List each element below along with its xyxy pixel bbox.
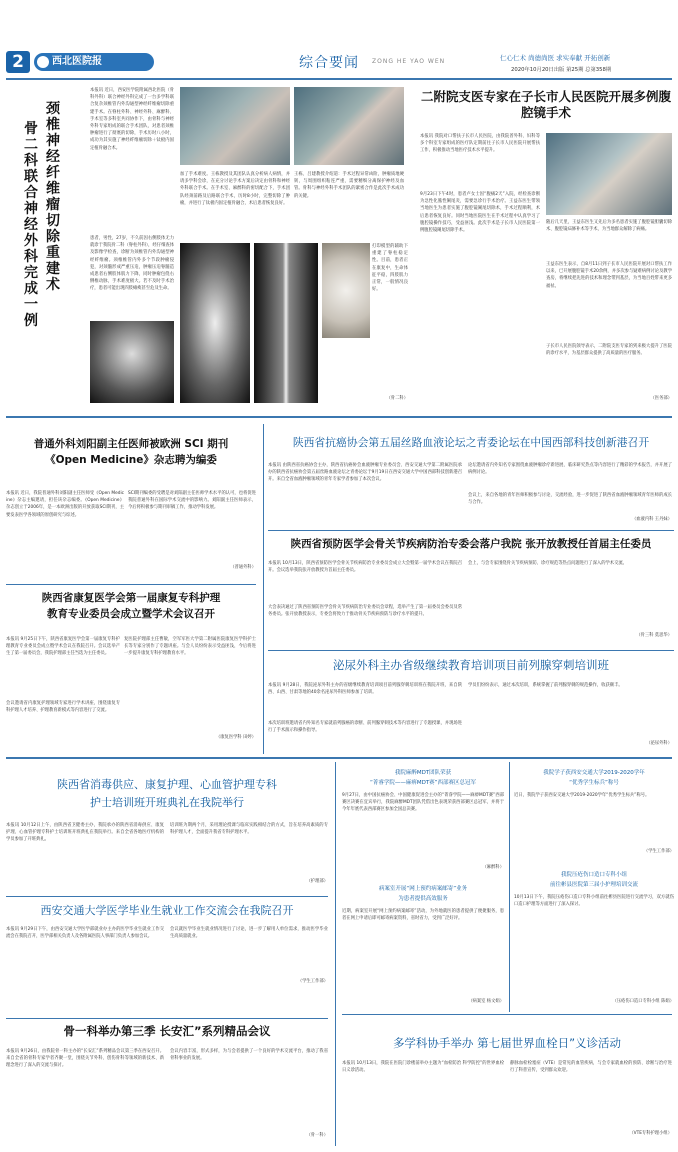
section-divider [6, 416, 672, 418]
paragraph: 会议就医学毕业生就业情况进行了讨论，进一步了解用人单位需求，推动医学毕业生高质量就业。 [170, 927, 328, 940]
paragraph: 9月23日下午4时，患者卢女士因“腹痛2天”入院，经检查诊断为急性化脓性阑尾炎，需要急诊行手术治疗。王益东医生带领当地医生为患者实施了腹腔镜阑尾切除术，手术过程顺利，术后患者恢复良好。同时当地医院医生在手术过程中认真学习了腹腔镜操作技巧，受益匪浅。此次手术是子长市人民医院第一例腹腔镜阑尾切除手术。 [420, 192, 540, 234]
paragraph: 本报讯 近日，我院普通外科刘阳副主任医师受《Open Medicine》杂志主编邀请，担任该杂志编委。《Open Medicine》杂志创立于2006年，是一本欧洲出版的开放获取SCI期刊，主要发表医学各领域的原创研究与综述。 [6, 491, 124, 518]
paragraph: 学员们纷纷表示，通过本次培训，系统掌握了前列腺穿刺的规范操作，收获颇丰。 [468, 683, 623, 688]
section-divider [6, 757, 672, 759]
byline: （骨一科） [306, 1133, 328, 1138]
article-hematology-forum [264, 420, 678, 528]
byline: （康复医学科 田婷） [215, 735, 256, 740]
motto: 仁心仁术 尚德尚医 求实奉献 开拓创新 [500, 54, 611, 62]
ct-scan-image [180, 243, 250, 403]
paragraph: 本报讯 9月28日，我院泌尿外科主办的省级继续教育培训项目前列腺穿刺培训班在我院开班，来自陕西、山西、甘肃等地的40余名泌尿外科医师参加了培训。 [268, 683, 462, 696]
paragraph: 王栋、吕建教授介绍道：手术过程异常凶险，肿瘤质地硬韧，与周围组织粘连严重，需要精细分离保护神经及血管。骨科与神经外科手术团队的紧密合作是此次手术成功的关键。 [294, 172, 404, 199]
byline: （护理部） [306, 879, 328, 884]
paragraph: 王益东医生表示，自8月11日到子长市人民医院开展对口帮扶工作以来，已开展腹腔镜手术20余例，并多次参与疑难病例讨论及教学查房，将继续把先进的技术和理念带到基层，为当地百姓带来更多福祉。 [546, 262, 672, 289]
paragraph: 10月13日下午，我院压疮伤口造口专科小组前往彬县医院进行交流学习，双方就伤口造口护理等方面进行了深入探讨。 [514, 895, 674, 908]
paragraph: 近日，我院学子获西安交通大学2019-2020学年“优秀学生标兵”称号。 [514, 793, 650, 798]
paragraph: 会议上，来自各地的青年医师积极参与讨论，交流经验，进一步促进了陕西省血液肿瘤领域青年医师的成长与合作。 [468, 493, 672, 506]
headline: 陕西省抗癌协会第五届丝路血液论坛之青委论坛在中国西部科技创新港召开 [292, 436, 650, 449]
article-spine-surgery [0, 85, 414, 410]
mri-scan-image [90, 321, 174, 403]
paragraph: 本次培训班邀请省内外知名专家就前列腺癌的诊断、前列腺穿刺技术等内容进行了专题授课，并现场进行了手术演示和操作指导。 [268, 721, 462, 734]
tumor-specimen-image [322, 243, 370, 338]
divider [6, 584, 256, 585]
brief-heading: “菁睿学院——麻痹MDT赛”西部赛区总冠军 [369, 780, 477, 786]
news-brief-column-2 [338, 760, 508, 1012]
paragraph: 本报讯 9月25日下午，陕西省康复医学会第一届康复专科护理教育专业委员会成立暨学术会议在我院召开。会议选举产生了第一届委员会，我院护理部主任当选为主任委员。 [6, 637, 120, 657]
paragraph: 本报讯 近日，西安医学院附属西北医院（骨科外科）联合神经外科完成了一台多学科联合复杂颈椎管内外沟通型神经纤维瘤切除重建手术。在脊柱外科、神经外科、麻醉科、手术室等多科室共同协作下，由骨科与神经外科专家组成的联合手术团队，对患者颈椎肿瘤进行了彻底的切除，手术历时八小时，成功为其实施了神经纤维瘤切除＋钛板内固定植骨融合术。 [90, 88, 174, 151]
article-changan-hui [0, 1018, 334, 1148]
brief-heading: 我院压疮伤口造口专科小组 [560, 872, 627, 878]
paragraph: 会上，与会专家围绕骨关节疾病预防、诊疗规范等热点问题进行了深入的学术交流。 [468, 561, 627, 566]
news-brief-column-3 [510, 760, 678, 1012]
logo-emblem-icon [37, 56, 49, 68]
byline: （骨三科 莫思华） [636, 633, 672, 638]
article-specialist-nurse-training [0, 760, 334, 894]
headline: 陕西省康复医学会第一届康复专科护理 [41, 592, 221, 604]
paragraph: 本报讯 10月12日上午，由陕西省卫健委主办，我院承办的陕西省消毒供应、康复护理、心血管护理专科护士培训班开班典礼在我院举行。来自全省各地医疗机构的学员参加了开班典礼。 [6, 823, 164, 843]
byline: （麻醉科） [482, 865, 504, 870]
subheadline: 《Open Medicine》杂志聘为编委 [45, 454, 217, 466]
byline: （学生工作部） [297, 979, 328, 984]
surgery-photo-1 [180, 87, 290, 165]
paragraph: 本报讯 9月29日下午，由西安交通大学医学部就业办主办的医学毕业生就业工作交流会在我院召开，医学部相关负责人及各附属医院人事部门负责人参加会议。 [6, 927, 164, 940]
divider [6, 1018, 328, 1019]
laparoscopy-photo [546, 133, 672, 215]
byline: （VTE专科护理小组） [629, 1131, 672, 1136]
paper-logo [34, 53, 154, 71]
headline-vertical: 颈椎神经纤维瘤切除重建术 [46, 101, 60, 293]
article-zichang-laparoscopy [414, 85, 678, 410]
divider [342, 1014, 672, 1015]
article-bone-joint-committee [264, 530, 678, 646]
paragraph: 9月27日，由中国抗癌协会、中国健康促进会主办的“菁睿学院——麻痹MDT赛”西部赛区决赛在宜宾举行，我院麻醉MDT团队凭借出色表现荣获西部赛区总冠军，并将于今年年底代表西部赛区参加全国总决赛。 [342, 793, 504, 813]
xray-image [254, 243, 318, 403]
headline: 西安交通大学医学毕业生就业工作交流会在我院召开 [40, 904, 294, 917]
headline: 骨一科举办第三季 长安汇”系列精品会议 [63, 1024, 271, 1038]
subheadline: 护士培训班开班典礼在我院举行 [90, 796, 244, 809]
paragraph: 近期，病案室开展“网上预约病案邮寄”活动，为外地就医的患者提供了便捷服务，患者在网上申请后即可邮寄病案资料，省时省力，受到广泛好评。 [342, 909, 504, 922]
brief-heading: 为患者提供高效服务 [398, 896, 448, 902]
column-divider [335, 762, 336, 1146]
divider [268, 650, 674, 651]
article-open-medicine [0, 420, 262, 580]
brief-heading: 病案室开展“网上预约病案邮寄”业务 [378, 886, 468, 892]
paragraph: 复医院护理部主任曹敏，空军军医大学第二附属医院康复医学科护士长等专家分别作了专题讲座。与会人员纷纷表示受益匪浅，今后将进一步提升康复专科护理教育水平。 [124, 637, 256, 657]
divider [6, 896, 328, 897]
headline: 普通外科刘阳副主任医师被欧洲 SCI 期刊 [33, 438, 229, 450]
byline: （压疮伤口造口专科小组 陈娟） [612, 999, 674, 1004]
article-graduate-employment [0, 896, 334, 1016]
paper-name: 西北医院报 [52, 56, 102, 67]
headline: 多学科协手举办 第七届世界血栓日”义诊活动 [392, 1036, 622, 1050]
byline: （血液内科 王丹妹） [631, 517, 672, 522]
paragraph: 加了手术难度。王栋教授及其团队认真分析病人病情，并请多学科会诊，在充分讨论手术方案后决定由骨科和神经外科联合手术。在手术室、麻醉科的密切配合下，手术团队经颈前路及后路联合手术，历时8小时，完整切除了肿瘤，并进行了钛板内固定植骨融合，术后患者恢复良好。 [180, 172, 290, 206]
article-world-thrombosis-day [338, 1014, 678, 1148]
paragraph: 本报讯 由陕西省抗癌协会主办，陕西省抗癌协会血液肿瘤专业委员会、西安交通大学第二附属医院承办的陕西省抗癌协会第五届丝路血液论坛之青委论坛于9月19日在西安交通大学中国西部科技创新港召开。来自全省血液肿瘤领域的青年专家学者参加了本次会议。 [268, 463, 462, 483]
paragraph: 患者，男性，27岁，不久前因右侧肢体无力就诊于我院骨二科（脊柱外科），经仔细查体及影像学检查，诊断为颈椎管内外沟通型神经纤维瘤。颈椎椎管内外多个节段肿瘤侵犯，对颈髓形成严重压迫，肿瘤压迫脊髓造成患者右侧肢体肌力下降，同时肿瘤包绕右侧椎动脉，手术难度极大。若不及时手术治疗，患者可能出现四肢瘫痪甚至危及生命。 [90, 236, 174, 292]
paragraph: 培训班为期两个月，采用理论授课与临床实践相结合的方式，旨在培养高素质的专科护理人才，全面提升我省专科护理水平。 [170, 823, 328, 836]
paragraph: 本报讯 我院对口帮扶子长市人民医院，由我院普外科、妇科等多个科室专家组成的医疗队定期前往子长市人民医院开展帮扶工作，积极推动当地医疗技术水平提升。 [420, 134, 540, 154]
paragraph: 会议内容丰富，形式多样，为与会者提供了一个良好的学术交流平台，推动了我省骨科事业的发展。 [170, 1049, 328, 1062]
headline: 陕西省消毒供应、康复护理、心血管护理专科 [57, 778, 277, 791]
subheadline: 教育专业委员会成立暨学术会议召开 [47, 608, 215, 620]
article-rehab-nursing [0, 584, 262, 752]
article-urology-training [264, 650, 678, 754]
paragraph: 打印模型的辅助下重建了脊柱稳定性。目前，患者正在康复中，生命体征平稳，四肢肌力正常，一般情况良好。 [372, 244, 408, 293]
section-pinyin: ZONG HE YAO WEN [372, 58, 446, 65]
brief-heading: 我院学子获西安交通大学2019-2020学年 [543, 770, 645, 776]
headline: 陕西省预防医学会骨关节疾病防治专委会落户我院 张开放教授任首届主任委员 [290, 538, 652, 550]
brief-heading: 前往彬县医院第三届小护理培训交流 [549, 882, 638, 888]
page-number-badge: 2 [6, 51, 30, 73]
headline: 泌尿外科主办省级继续教育培训项目前列腺穿刺培训班 [333, 658, 609, 672]
paragraph: 会议邀请省内康复护理领域专家进行学术讲座，围绕康复专科护理人才培养、护理教育新模式等内容进行了交流。 [6, 701, 120, 714]
paragraph: 本报讯 9月26日，由我院骨一科主办的“长安汇”系列精品会议第三季在西安召开。来自全省的骨科专家学者齐聚一堂，围绕关节外科、创伤骨科等领域的新技术、新理念进行了深入的交流与探讨。 [6, 1049, 164, 1069]
brief-heading: 我院麻醉MDT团队荣获 [394, 770, 452, 776]
byline: （骨二科） [386, 396, 408, 401]
paragraph: 子长市人民医院领导表示，二附院支医专家的到来极大提升了医院的诊疗水平，为基层群众提供了高质量的医疗服务。 [546, 344, 672, 357]
section-title: 综合要闻 [299, 55, 359, 71]
byline: （泌尿外科） [646, 741, 672, 746]
paragraph: 大会表决通过了陕西省预防医学会骨关节疾病防治专业委员会章程，选举产生了第一届委员会委员及常务委员。张开放教授表示，专委会将致力于推动骨关节疾病预防与诊疗水平的提升。 [268, 605, 462, 618]
byline: （普通外科） [230, 565, 256, 570]
byline: （医务部） [650, 396, 672, 401]
divider [268, 530, 674, 531]
headline: 二附院支医专家在子长市人民医院开展多例腹腔镜手术 [420, 89, 671, 120]
issue-info: 2020年10月20日出版 第25期 总第358期 [511, 67, 612, 73]
paragraph: 论坛邀请省内外知名专家围绕血液肿瘤诊疗新进展、临床研究热点等内容进行了精彩的学术报告，并开展了病例讨论。 [468, 463, 672, 476]
paragraph: 静脉血栓栓塞症（VTE）是常见的血管疾病，与会专家就血栓的预防、诊断与治疗进行了科普宣传，受到群众欢迎。 [510, 1061, 672, 1074]
masthead-rule [6, 78, 672, 80]
paragraph: 随后几天里，王益东医生又先后为多名患者实施了腹腔镜胆囊切除术、腹腔镜疝修补术等手术，为当地群众解除了病痛。 [546, 220, 672, 233]
paragraph: SCI期刊编委的受聘是对刘阳副主任医师学术水平的认可，也将促进我院普通外科在国际学术交流中的影响力。刘阳副主任医师表示，今后将积极参与期刊审稿工作，推动学科发展。 [128, 491, 256, 511]
paragraph: 本报讯 10月13日，我院在医院门诊楼前举办主题为“血栓防治 科学防控”的世界血栓日义诊活动。 [342, 1061, 504, 1074]
brief-heading: “优秀学生标兵”称号 [569, 780, 619, 786]
surgery-photo-2 [294, 87, 404, 165]
paragraph: 本报讯 10月13日，陕西省预防医学会骨关节疾病防治专业委员会成立大会暨第一届学术会议在我院召开。会议选举我院张开放教授为首届主任委员。 [268, 561, 462, 574]
byline: （学生工作部） [643, 849, 674, 854]
masthead [0, 0, 678, 86]
subheadline-vertical: 骨二科联合神经外科完成一例 [24, 121, 38, 329]
byline: （病案室 杨文娟） [468, 999, 504, 1004]
